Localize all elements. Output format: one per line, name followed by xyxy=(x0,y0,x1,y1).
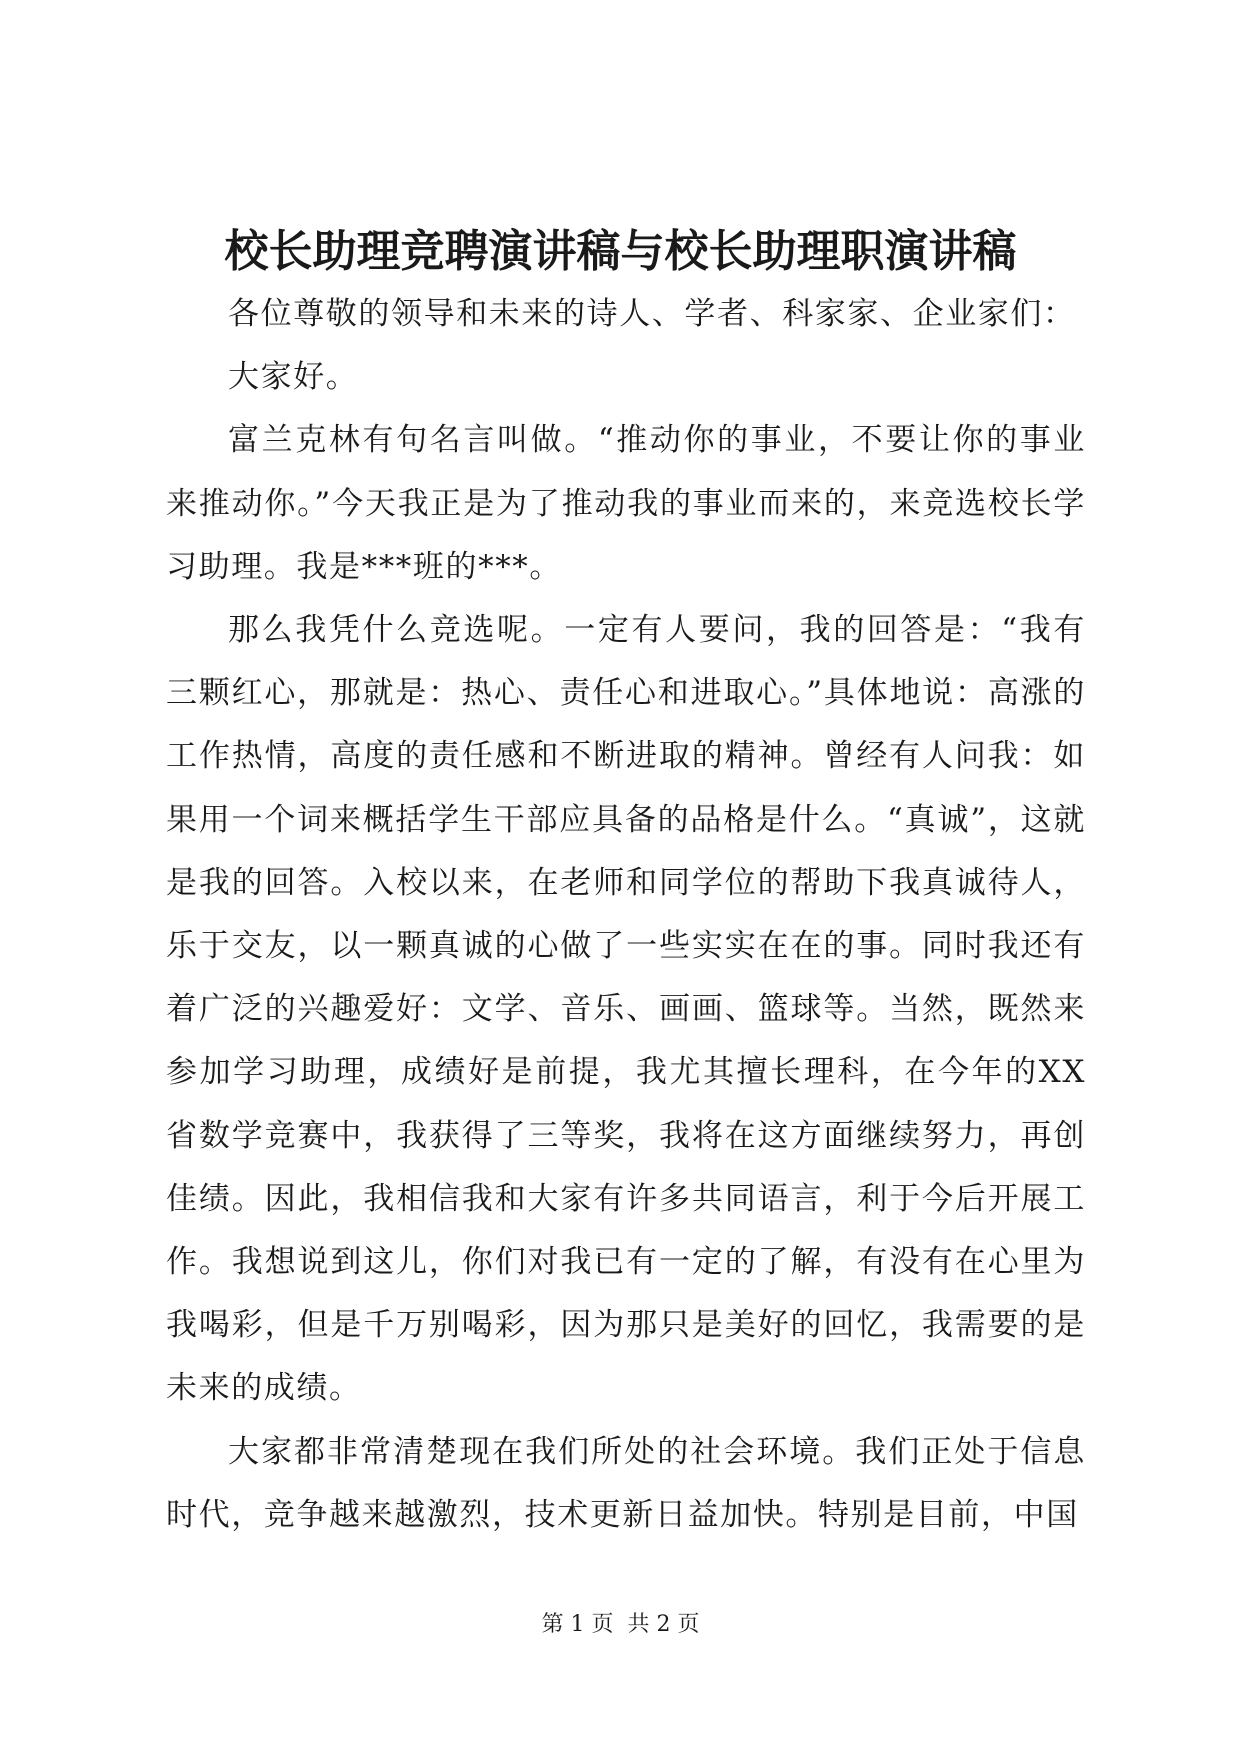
paragraph-greeting: 大家好。 xyxy=(228,359,359,396)
paragraph-introduction: 富兰克林有句名言叫做。“推动你的事业，不要让你的事业来推动你。”今天我正是为了推动我的事业而来的，来竞选校长学习助理。我是***班的***。 xyxy=(166,422,1086,585)
paragraph-qualifications: 那么我凭什么竞选呢。一定有人要问，我的回答是：“我有三颗红心，那就是：热心、责任心和进取心。”具体地说：高涨的工作热情，高度的责任感和不断进取的精神。曾经有人问我：如果用一个词来概括学生干部应具备的品格是什么。“真诚”，这就是我的回答。入校以来，在老师和同学位的帮助下我真诚待人，乐于交友，以一颗真诚的心做了一些实实在在的事。同时我还有着广泛的兴趣爱好：文学、音乐、画画、篮球等。当然，既然来参加学习助理，成绩好是前提，我尤其擅长理科，在今年的XX省数学竞赛中，我获得了三等奖，我将在这方面继续努力，再创佳绩。因此，我相信我和大家有许多共同语言，利于今后开展工作。我想说到这儿，你们对我已有一定的了解，有没有在心里为我喝彩，但是千万别喝彩，因为那只是美好的回忆，我需要的是未来的成绩。 xyxy=(166,612,1086,1407)
paragraph-environment: 大家都非常清楚现在我们所处的社会环境。我们正处于信息时代，竞争越来越激烈，技术更新日益加快。特别是目前，中国 xyxy=(166,1433,1086,1533)
document-title: 校长助理竞聘演讲稿与校长助理职演讲稿 xyxy=(224,226,1017,277)
document-body xyxy=(166,283,1086,1547)
page-number-footer: 第 1 页 共 2 页 xyxy=(541,1612,700,1637)
paragraph-salutation: 各位尊敬的领导和未来的诗人、学者、科家家、企业家们： xyxy=(228,296,1076,332)
